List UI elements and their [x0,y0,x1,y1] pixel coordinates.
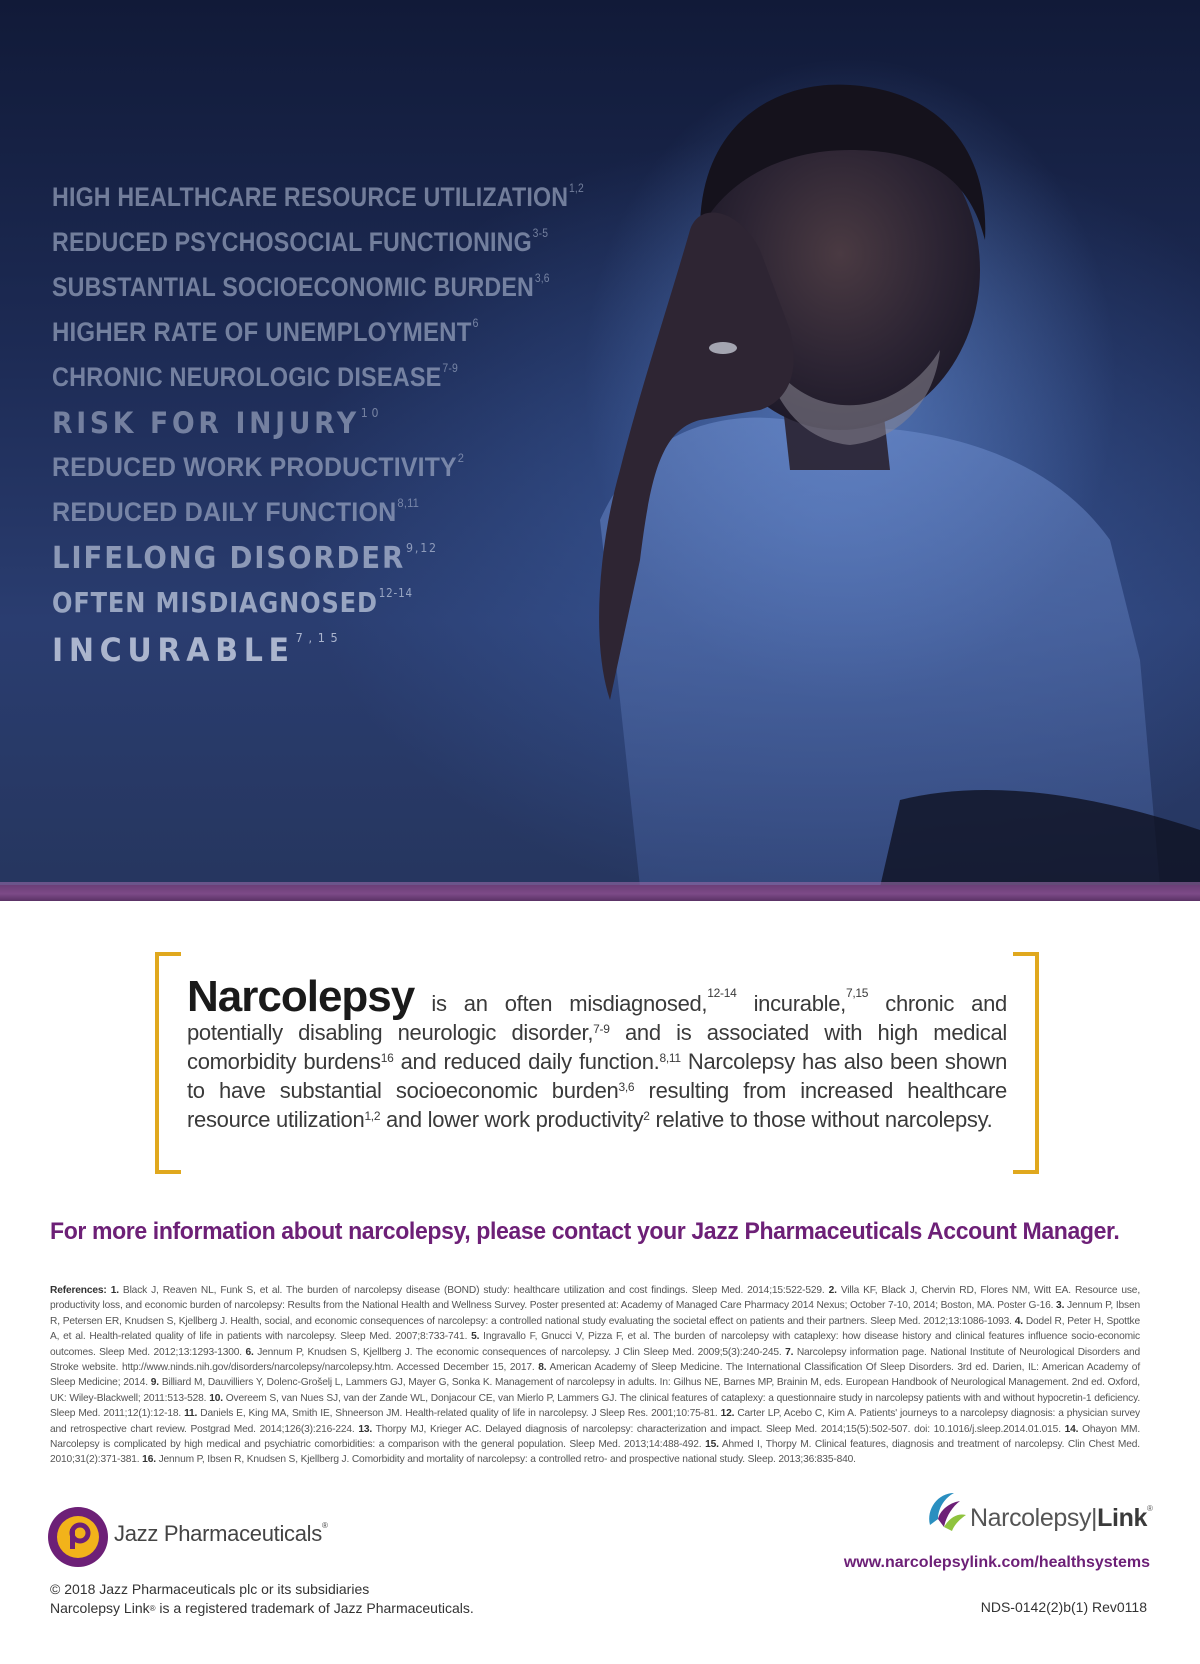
jazz-brand-name: Jazz Pharmaceuticals® [114,1521,328,1546]
burden-item: RISK FOR INJURY$^{10}$ [52,406,383,440]
narcolepsy-link-url[interactable]: www.narcolepsylink.com/healthsystems [843,1554,1150,1571]
jazz-logo-icon [48,1507,108,1567]
callout-paragraph: Narcolepsy is an often misdiagnosed,$^{12-14}$ incurable,$^{7,15}$ chronic and potentially disabling neurologic disorder,$^{7-9}$ and is associated with high medical comorbidity burdens$^{16}$ and reduced daily function.$^{8,11}$ Narcolepsy has also been shown to have substantial socioeconomic burden$^{3,6}$ resulting from increased healthcare resource utilization$^{1,2}$ and lower work productivity$^2$ relative to those without narcolepsy. [187,972,1008,1132]
burden-list [52,181,652,679]
burden-item: HIGH HEALTHCARE RESOURCE UTILIZATION$^{1,2}$ [52,181,584,212]
burden-item: CHRONIC NEUROLOGIC DISEASE$^{7-9}$ [52,361,459,392]
burden-item: LIFELONG DISORDER$^{9,12}$ [52,541,438,576]
narcolepsy-link-brand: Narcolepsy|Link® [970,1504,1153,1532]
references: References: 1. Black J, Reaven NL, Funk S, et al. The burden of narcolepsy disease (BOND) study: healthcare utilization and cost findings. Sleep Med. 2014;15:522-529. 2. Villa KF, Black J, Chervin RD, Flores NM, Witt EA. Resource use, productivity loss, and economic burden of narcolepsy: Results from the National Health and Wellness Survey. Poster presented at: Academy of Managed Care Pharmacy 2014 Nexus; October 7-10, 2014; Boston, MA. Poster G-16. 3. Jennum P, Ibsen R, Petersen ER, Knudsen S, Kjellberg J. Health, social, and economic consequences of narcolepsy: a controlled national study evaluating the societal effect on patients and their partners. Sleep Med. 2012;13:1086-1093. 4. Dodel R, Peter H, Spottke A, et al. Health-related quality of life in patients with narcolepsy. Sleep Med. 2007;8:733-741. 5. Ingravallo F, Gnucci V, Pizza F, et al. The burden of narcolepsy with cataplexy: how disease history and clinical features influence socio-economic outcomes. Sleep Med. 2012;13:1293-1300. 6. Jennum P, Knudsen S, Kjellberg J. The economic consequences of narcolepsy. J Clin Sleep Med. 2009;5(3):240-245. 7. Narcolepsy information page. National Institute of Neurological Disorders and Stroke website. http://www.ninds.nih.gov/disorders/narcolepsy/narcolepsy.htm. Accessed December 15, 2017. 8. American Academy of Sleep Medicine. The International Classification Of Sleep Disorders. 3rd ed. Darien, IL: American Academy of Sleep Medicine; 2014. 9. Billiard M, Dauvilliers Y, Dolenc-Grošelj L, Lammers GJ, Mayer G, Sonka K. Management of narcolepsy in adults. In: Gilhus NE, Barnes MP, Brainin M, eds. European Handbook of Neurological Management. 2nd ed. Oxford, UK: Wiley-Blackwell; 2011:513-528. 10. Overeem S, van Nues SJ, van der Zande WL, Donjacour CE, van Mierlo P, Lammers GJ. The clinical features of cataplexy: a questionnaire study in narcolepsy patients with and without hypocretin-1 deficiency. Sleep Med. 2011;12(1):12-18. 11. Daniels E, King MA, Smith IE, Shneerson JM. Health-related quality of life in narcolepsy. J Sleep Res. 2001;10:75-81. 12. Carter LP, Acebo C, Kim A. Patients' journeys to a narcolepsy diagnosis: a physician survey and retrospective chart review. Postgrad Med. 2014;126(3):216-224. 13. Thorpy MJ, Krieger AC. Delayed diagnosis of narcolepsy: characterization and impact. Sleep Med. 2014;15(5):502-507. doi: 10.1016/j.sleep.2014.01.015. 14. Ohayon MM. Narcolepsy is complicated by high medical and psychiatric comorbidities: a comparison with the general population. Sleep Med. 2013;14:488-492. 15. Ahmed I, Thorpy M. Clinical features, diagnosis and treatment of narcolepsy. Clin Chest Med. 2010;31(2):371-381. 16. Jennum P, Ibsen R, Knudsen S, Kjellberg J. Comorbidity and mortality of narcolepsy: a controlled retro- and prospective national study. Sleep. 2013;36:835-840. [50,1285,1141,1466]
right-bracket [1013,952,1039,1174]
burden-item: INCURABLE$^{7,15}$ [52,631,344,669]
contact-cta: For more information about narcolepsy, please contact your Jazz Pharmaceuticals Account Manager. [50,1218,1120,1245]
narcolepsy-link-logo-icon [922,1487,968,1533]
left-bracket [155,952,181,1174]
hero-divider-band [0,885,1200,901]
burden-item: SUBSTANTIAL SOCIOECONOMIC BURDEN$^{3,6}$ [52,271,550,302]
burden-item: REDUCED WORK PRODUCTIVITY$^2$ [52,451,465,482]
narcolepsy-callout [155,952,1039,1174]
burden-item: OFTEN MISDIAGNOSED$^{12-14}$ [52,586,413,619]
callout-lead: Narcolepsy [187,972,415,1021]
document-code: NDS-0142(2)b(1) Rev0118 [980,1599,1147,1615]
burden-item: REDUCED PSYCHOSOCIAL FUNCTIONING$^{3-5}$ [52,226,549,257]
burden-item: HIGHER RATE OF UNEMPLOYMENT$^6$ [52,316,479,347]
burden-item: REDUCED DAILY FUNCTION$^{8,11}$ [52,496,420,527]
copyright: © 2018 Jazz Pharmaceuticals plc or its subsidiaries Narcolepsy Link® is a registered trademark of Jazz Pharmaceuticals. [50,1581,474,1616]
